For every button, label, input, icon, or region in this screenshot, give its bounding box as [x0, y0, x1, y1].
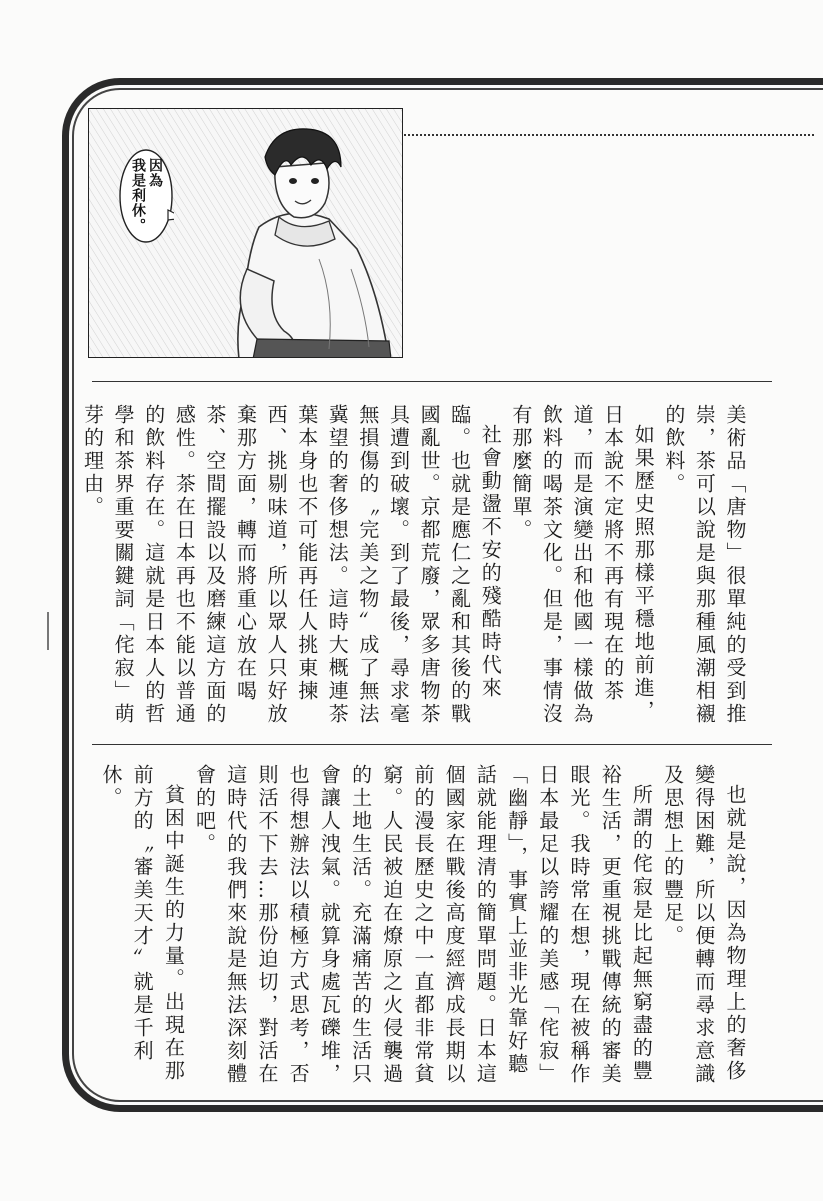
section-divider-bottom	[92, 744, 772, 745]
paragraph: 如果歷史照那樣平穩地前進，日本說不定將不再有現在的茶道，而是演變出和他國一樣做為飲料的喝茶文化。但是，事情沒有那麼簡單。	[508, 404, 656, 726]
binding-mark	[47, 612, 49, 650]
paragraph: 美術品「唐物」很單純的受到推崇，茶可以說是與那種風潮相襯的飲料。	[661, 404, 747, 726]
body-text-lower	[95, 764, 750, 1094]
body-text-upper	[77, 404, 750, 734]
dotted-separator	[404, 134, 814, 136]
paragraph: 社會動盪不安的殘酷時代來臨。也就是應仁之亂和其後的戰國亂世。京都荒廢，眾多唐物茶具遭到破壞。到了最後，尋求毫無損傷的〝完美之物〟成了無法冀望的奢侈想法。這時大概連茶葉本身也不可能再任人挑東揀西、挑剔味道，所以眾人只好放棄那方面，轉而將重心放在喝茶、空間擺設以及磨練這方面的感性。茶在日本再也不能以普通的飲料存在。這就是日本人的哲學和茶界重要關鍵詞「侘寂」萌芽的理由。	[80, 404, 503, 726]
paragraph: 也就是說，因為物理上的奢侈變得困難，所以便轉而尋求意識及思想上的豐足。	[660, 764, 747, 1086]
section-divider-top	[92, 381, 772, 382]
speech-text: 因為 我是利休。	[130, 158, 163, 233]
paragraph: 所謂的侘寂是比起無窮盡的豐裕生活，更重視挑戰傳統的審美眼光。我時常在想，現在被稱作日本最足以誇耀的美感「侘寂」「幽靜」，事實上並非光靠好聽話就能理清的簡單問題。日本這個國家在戰後高度經濟成長期以前的漫長歷史之中一直都非常貧窮。人民被迫在燎原之火侵襲過的土地生活。充滿痛苦的生活只會讓人洩氣。就算身處瓦礫堆，也得想辦法以積極方式思考，否則活不下去…那份迫切，對活在這時代的我們來說是無法深刻體會的吧。	[192, 764, 654, 1086]
paragraph: 貧困中誕生的力量。出現在那前方的〝審美天才〟就是千利休。	[98, 764, 186, 1083]
